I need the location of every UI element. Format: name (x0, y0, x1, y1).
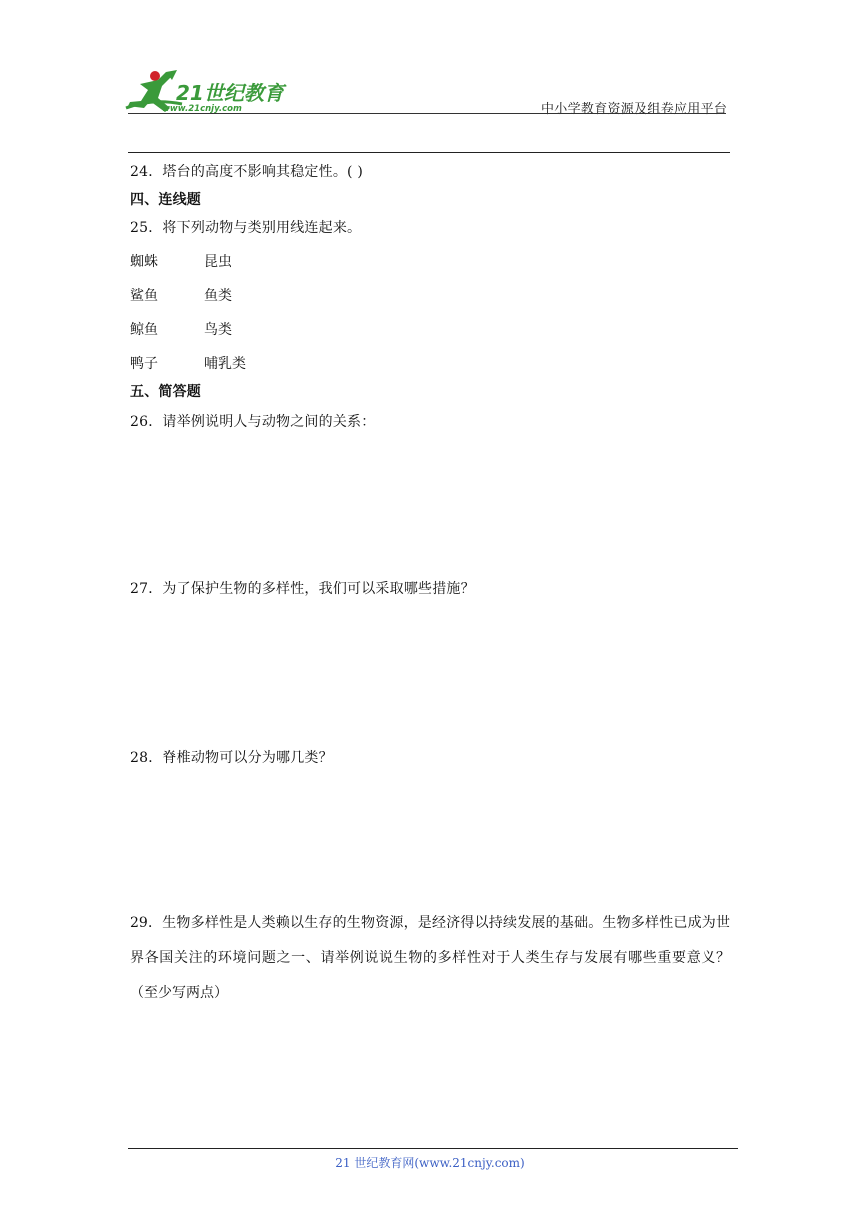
match-category-2: 鱼类 (204, 288, 232, 304)
question-24: 24．塔台的高度不影响其稳定性。( ) (130, 164, 363, 180)
header-divider (128, 113, 726, 114)
footer-divider (128, 1148, 738, 1149)
section-4-title: 四、连线题 (130, 192, 201, 208)
question-26: 26．请举例说明人与动物之间的关系： (130, 414, 376, 430)
match-animal-3: 鲸鱼 (130, 322, 158, 338)
platform-name: 中小学教育资源及组卷应用平台 (541, 102, 728, 117)
match-category-1: 昆虫 (204, 254, 232, 270)
match-animal-4: 鸭子 (130, 356, 158, 372)
match-category-4: 哺乳类 (204, 356, 246, 372)
logo-main-text: 21世纪教育 (176, 81, 284, 105)
match-category-3: 鸟类 (204, 322, 232, 338)
match-animal-1: 蜘蛛 (130, 254, 158, 270)
question-27: 27．为了保护生物的多样性，我们可以采取哪些措施？ (130, 581, 475, 597)
logo-sub-text: www.21cnjy.com (162, 104, 242, 114)
header-divider-lower (128, 152, 730, 153)
match-animal-2: 鲨鱼 (130, 288, 158, 304)
logo-21cnjy (122, 68, 292, 114)
question-25: 25．将下列动物与类别用线连起来。 (130, 220, 362, 236)
footer-link[interactable]: 21 世纪教育网(www.21cnjy.com) (335, 1156, 525, 1170)
question-28: 28．脊椎动物可以分为哪几类？ (130, 750, 333, 766)
section-5-title: 五、简答题 (130, 384, 201, 400)
question-29: 29．生物多样性是人类赖以生存的生物资源，是经济得以持续发展的基础。生物多样性已成为世界各国关注的环境问题之一、请举例说说生物的多样性对于人类生存与发展有哪些重要意义？（至少写两点） (130, 915, 730, 1001)
